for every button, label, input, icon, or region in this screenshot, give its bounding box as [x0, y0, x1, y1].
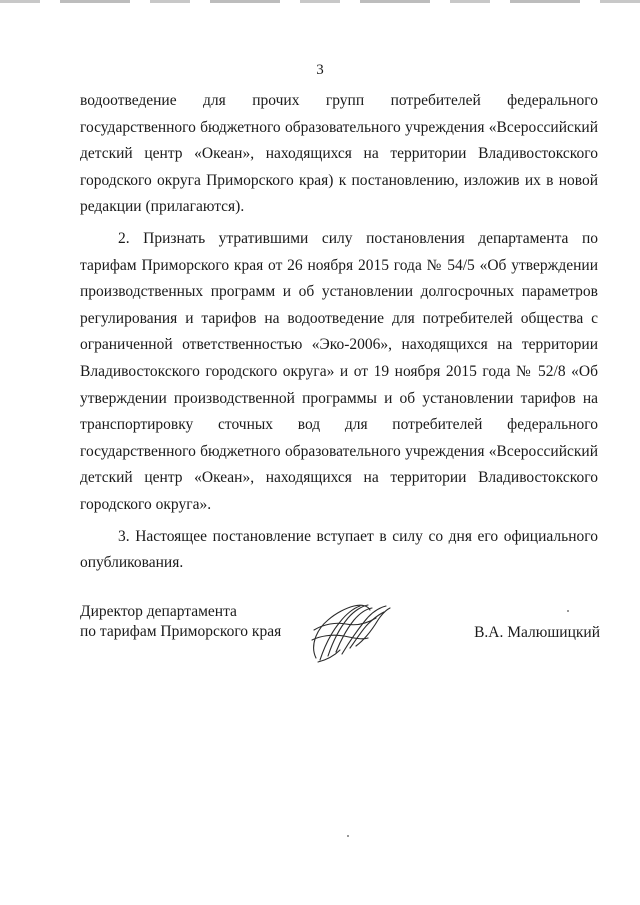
paragraph-3: 3. Настоящее постановление вступает в силу со дня его официального опубликования. [80, 527, 598, 572]
scan-speck [347, 835, 349, 837]
signatory-title [80, 602, 281, 642]
scan-speck [567, 610, 569, 612]
document-body [80, 88, 598, 582]
scan-edge-artifact [0, 0, 640, 3]
signatory-title-line-1: Директор департамента [80, 603, 237, 620]
paragraph-2: 2. Признать утратившими силу постановления департамента по тарифам Приморского края от 26 ноября 2015 года № 54/5 «Об утверждении производственных программ и об установлении долгосрочных параметров регулирования и тарифов на водоотведение для потребителей общества с ограниченной ответственностью «Эко-2006», находящихся на территории Владивостокского городского округа» и от 19 ноября 2015 года № 52/8 «Об утверждении производственной программы и об установлении тарифов на транспортировку сточных вод для потребителей федерального государственного бюджетного образовательного учреждения «Всероссийский детский центр «Океан», находящихся на территории Владивостокского городского округа». [80, 229, 598, 513]
signatory-title-line-2: по тарифам Приморского края [80, 623, 282, 640]
page-number: 3 [316, 62, 324, 78]
signature-block [80, 602, 600, 672]
signatory-name: В.А. Малюшицкий [474, 624, 600, 641]
paragraph-continuation: водоотведение для прочих групп потребителей федерального государственного бюджетного образовательного учреждения «Всероссийский детский центр «Океан», находящихся на территории Владивостокского городского округа Приморского края) к постановлению, изложив их в новой редакции (прилагаются). [80, 92, 598, 216]
handwritten-signature [306, 600, 392, 666]
